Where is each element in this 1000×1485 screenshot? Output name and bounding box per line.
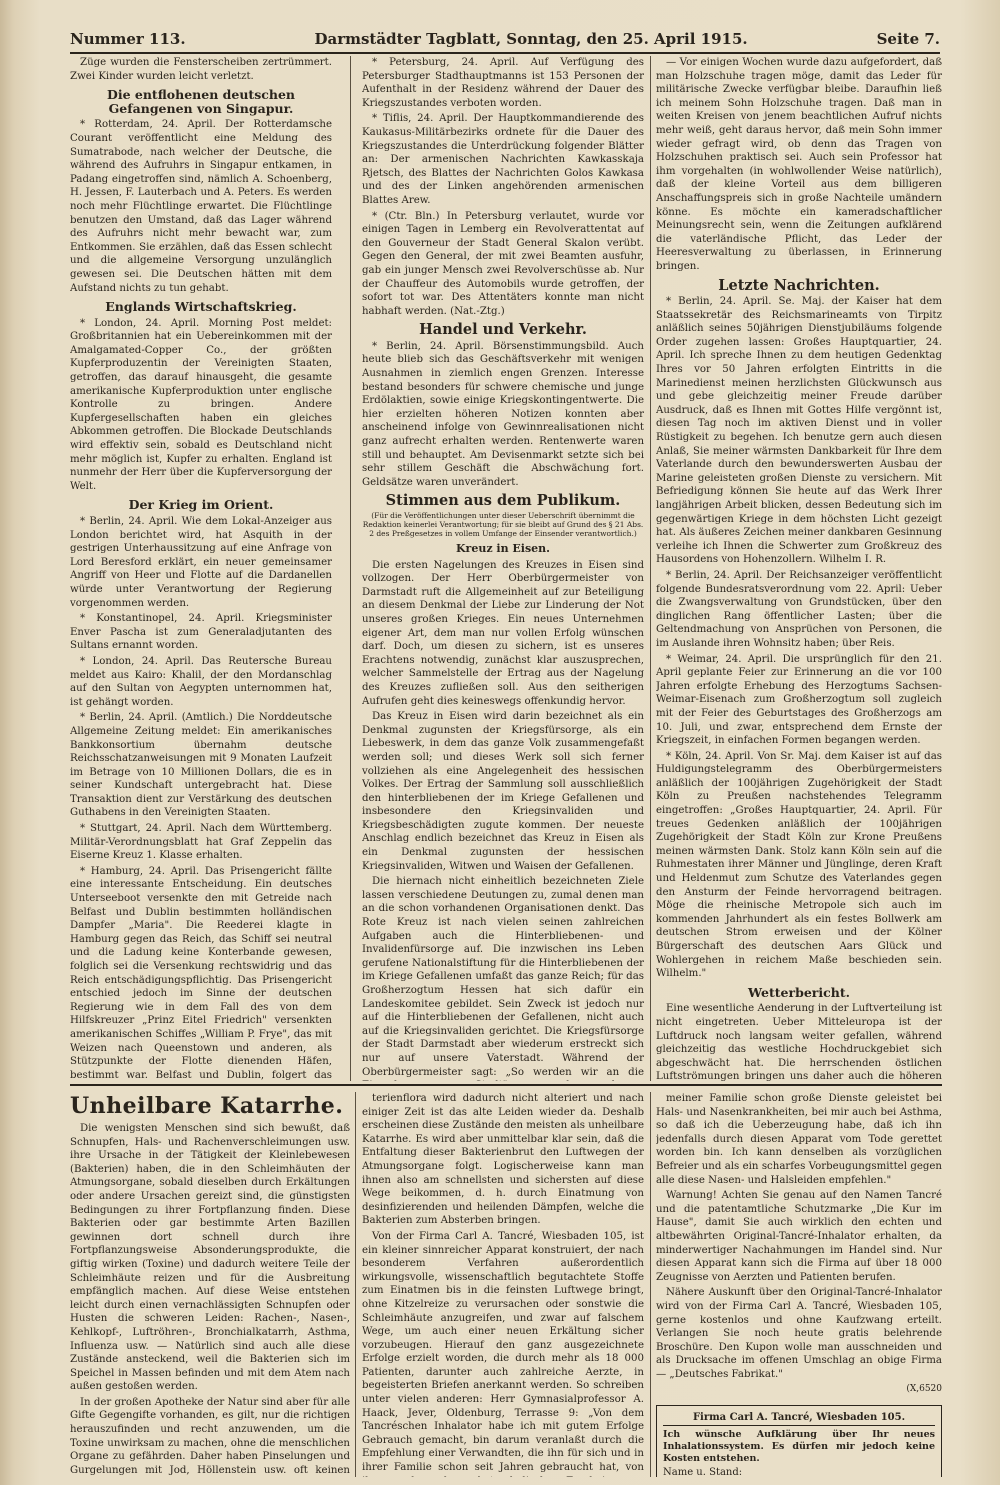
column-rule xyxy=(650,56,651,1081)
article-headline: Stimmen aus dem Publikum. xyxy=(385,492,621,510)
article-text: * London, 24. April. Das Reutersche Bureau meldet aus Kairo: Khalil, der den Mordanschlag auf den Sultan von Aegypten unternommen hat, ist gehängt worden. xyxy=(70,655,332,708)
disclaimer-note: (Für die Veröffentlichungen unter dieser Ueberschrift übernimmt die Redaktion keinerlei Verantwortung; für sie bleibt auf Grund des § 21 Abs. 2 des Preßgesetzes in vollem Umfange der Einsender verantwortlich.) xyxy=(362,511,644,538)
coupon-name-line xyxy=(663,1465,935,1477)
article-headline: Der Krieg im Orient. xyxy=(128,497,274,513)
article-text: Eine wesentliche Aenderung in der Luftverteilung ist nicht eingetreten. Ueber Mitteleuropa ist der Luftdruck noch langsam weiter gefallen, während gleichzeitig das westliche Hochdruckgebiet sich abgeschwächt hat. Die herrschenden östlichen Luftströmungen bringen uns daher auch die höheren xyxy=(656,1003,942,1081)
article-text: * Berlin, 24. April. Se. Maj. der Kaiser hat dem Staatssekretär des Reichsmarineamts von Tirpitz anläßlich seines 50jährigen Dienstjubiläums folgende Order zugehen lassen: Großes Hauptquartier, 24. April. Ich spreche Ihnen zu dem heutigen Gedenktag Ihres vor 50 Jahren erfolgten Eintritts in die Marinedienst meinen herzlichsten Glückwunsch aus und gebe gleichzeitig meiner Freude darüber Ausdruck, daß es Ihnen mit Gottes Hilfe vergönnt ist, diesen Tag noch im aktiven Dienst und in voller Rüstigkeit zu begehen. Ich benutze gern auch diesen Anlaß, Sie meiner wärmsten Dankbarkeit für Ihre dem Vaterlande durch den bewunderswerten Ausbau der Marine geleisteten großen Dienste zu versichern. Mit Befriedigung können Sie heute auf das Werk Ihrer langjährigen Arbeit blicken, dessen Bedeutung sich im gegenwärtigen Kriege in dem höchsten Licht gezeigt hat. Als äußeres Zeichen meiner dankbaren Gesinnung verleihe ich Ihnen die Schwerter zum Großkreuz des Hausordens von Hohenzollern. Wilhelm I. R. xyxy=(656,296,942,566)
column-rule xyxy=(350,56,351,1081)
column-rule xyxy=(650,1092,651,1477)
article-headline: Letzte Nachrichten. xyxy=(718,276,880,294)
ad-title: Unheilbare Katarrhe. xyxy=(70,1093,344,1119)
article-text: * Petersburg, 24. April. Auf Verfügung des Petersburger Stadthauptmanns ist 153 Personen der Aufenthalt in der Residenz während der Dauer des Kriegszustandes verboten worden. xyxy=(362,57,644,109)
ad-text: terienflora wird dadurch nicht alteriert und nach einiger Zeit ist das alte Leiden wieder da. Deshalb erscheinen diese Zustände den meisten als unheilbare Katarrhe. Es wird aber unmittelbar klar sein, daß die Entfaltung dieser Bakterienbrut den Luftwegen der Atmungsorgane folgt. Logischerweise kann man ihnen also am schnellsten und sichersten auf diese Wege beikommen, d. h. durch Einatmung von desinfizierenden und heilenden Dämpfen, welche die Bakterien zum Absterben bringen. xyxy=(362,1093,644,1227)
article-headline: Die entflohenen deutschen Gefangenen von Singapur. xyxy=(107,87,295,116)
ad-code: (X,6520 xyxy=(906,1384,942,1395)
ad-column-2 xyxy=(362,1092,644,1477)
ad-text: Nähere Auskunft über den Original-Tancré-Inhalator wird von der Firma Carl A. Tancré, Wiesbaden 105, gerne kostenlos und ohne Kaufzwang erteilt. Verlangen Sie noch heute gratis belehrende Broschüre. Den Kupon wolle man ausschneiden und als Drucksache im offenen Umschlag an obige Firma — „Deutsches Fabrikat." xyxy=(656,1287,942,1380)
article-text: * Berlin, 24. April. Börsenstimmungsbild. Auch heute blieb sich das Geschäftsverkehr mit wenigen Ausnahmen in ziemlich engen Grenzen. Interesse bestand besonders für schwere chemische und junge Erdölaktien, sowie einige Kriegskontingentwerte. Die hier erzielten höheren Notizen konnten aber anscheinend infolge von Gewinnrealisationen nicht ganz aufrecht erhalten werden. Rentenwerte waren still und behauptet. Am Devisenmarkt setzte sich bei sehr stillem Geschäft die Abschwächung fort. Geldsätze waren unverändert. xyxy=(362,340,644,488)
article-headline: Handel und Verkehr. xyxy=(419,321,587,339)
coupon-name-label: Name u. Stand: xyxy=(663,1467,743,1477)
column-2 xyxy=(362,56,644,1081)
article-text: * London, 24. April. Morning Post meldet: Großbritannien hat ein Uebereinkommen mit der Amalgamated-Copper Co., der größten Kupferproduzentin der Vereinigten Staaten, getroffen, das darauf hinausgeht, die gesamte amerikanische Kupferproduktion unter englische Kontrolle zu bringen. Andere Kupfergesellschaften haben ein gleiches Abkommen getroffen. Die Blockade Deutschlands wird effektiv sein, sobald es Deutschland nicht mehr möglich ist, Kupfer zu erhalten. England ist nunmehr der Herr über die Kupferversorgung der Welt. xyxy=(70,317,332,492)
coupon-form xyxy=(656,1405,942,1477)
article-text: * (Ctr. Bln.) In Petersburg verlautet, wurde vor einigen Tagen in Lemberg ein Revolverattentat auf den Gouverneur der Stadt General Skalon verübt. Gegen den General, der mit zwei Beamten ausfuhr, gab ein junger Mensch zwei Revolverschüsse ab. Nur der Chauffeur des Automobils wurde getroffen, der sofort tot war. Des Attentäters konnte man nicht habhaft werden. (Nat.-Ztg.) xyxy=(362,210,644,317)
article-text: * Konstantinopel, 24. April. Kriegsminister Enver Pascha ist zum Generaladjutanten des Sultans ernannt worden. xyxy=(70,613,332,652)
column-3 xyxy=(656,56,942,1081)
article-text: — Vor einigen Wochen wurde dazu aufgefordert, daß man Holzschuhe tragen möge, damit das Leder für militärische Zwecke verfügbar bleibe. Daraufhin ließ ich meinem Sohn Holzschuhe tragen. Daß man in weiten Kreisen von jenem beachtlichen Aufruf nichts mehr weiß, geht daraus hervor, daß mein Sohn immer wieder gefragt wird, ob denn das Tragen von Holzschuhen praktisch sei. Auch sein Professor hat ihm vorgehalten (in wohlwollender Weise natürlich), daß der kleine Vorteil aus dem billigeren Anschaffungspreis sich in große Nachteile umändern könne. Es möchte ein kameradschaftlicher Meinungsrecht sein, wenn die Zeitungen aufklärend die vaterländische Pflicht, das Leder der Heeresverwaltung zu überlassen, in Erinnerung bringen. xyxy=(656,57,942,272)
article-text: Züge wurden die Fensterscheiben zertrümmert. Zwei Kinder wurden leicht verletzt. xyxy=(70,57,332,82)
article-text: Die ersten Nagelungen des Kreuzes in Eisen sind vollzogen. Der Herr Oberbürgermeister von Darmstadt ruft die Allgemeinheit auf zur Beteiligung an diesem Denkmal der Liebe zur Linderung der Not unseres großen Krieges. Ein neues Unternehmen eigener Art, dem man nur vollen Erfolg wünschen darf. Doch, um diesen zu sichern, ist es unseres Erachtens notwendig, zunächst klar auszusprechen, welcher Sammelstelle der Ertrag aus der Nagelung des Kreuzes zufließen soll. Aus den seitherigen Aufrufen geht dies keineswegs offenkundig hervor. xyxy=(362,559,644,707)
ad-text: In der großen Apotheke der Natur sind aber für alle Gifte Gegengifte vorhanden, es gilt, nur die richtigen herauszufinden und recht anzuwenden, um die Toxine unwirksam zu machen, ohne die menschlichen Organe zu gefährden. Daher haben Pinselungen und Gurgelungen mit Jod, Höllenstein usw. oft keinen xyxy=(70,1396,350,1476)
coupon-title: Firma Carl A. Tancré, Wiesbaden 105. xyxy=(663,1410,935,1426)
article-text: * Tiflis, 24. April. Der Hauptkommandierende des Kaukasus-Militärbezirks ordnete für die Dauer des Kriegszustandes die Unterdrückung folgender Blätter an: Der armenischen Nachrichten Kawkasskaja Rjetsch, des Blattes der Nachrichten Golos Kawkasa und des der Linken angehörenden armenischen Blattes Arew. xyxy=(362,113,644,206)
coupon-text: Ich wünsche Aufklärung über Ihr neues Inhalationssystem. Es dürfen mir jedoch keine Kosten entstehen. xyxy=(663,1429,935,1465)
masthead-line: Darmstädter Tagblatt, Sonntag, den 25. April 1915. xyxy=(314,30,748,48)
ad-text: Von der Firma Carl A. Tancré, Wiesbaden 105, ist ein kleiner sinnreicher Apparat konstruiert, der nach besonderem Verfahren außerordentlich wirkungsvolle, wissenschaftlich begutachtete Stoffe zum Einatmen bis in die feinsten Luftwege bringt, ohne Kitzelreize zu verursachen oder sonstwie die Schleimhäute anzugreifen, und zwar auf falschem Wege, um auch einer neuen Erkältung sicher vorzubeugen. Hierauf den ganz ausgezeichnete Erfolge erzielt worden, die durch mehr als 18 000 Patienten, darunter auch zahlreiche Aerzte, in begeisterten Briefen anerkannt werden. So schreiben unter vielen anderen: Herr Gymnasialprofessor A. Haack, Jever, Oldenburg, Terrasse 9: „Von dem Tancréschen Inhalator habe ich mit gutem Erfolge Gebrauch gemacht, bin darum veranlaßt durch die Empfehlung einer Verwandten, die ihn für sich und in ihrer Familie schon seit Jahren gebraucht hat, von xyxy=(362,1230,644,1474)
article-text: * Berlin, 24. April. (Amtlich.) Die Norddeutsche Allgemeine Zeitung meldet: Ein amerikanisches Bankkonsortium übernahm deutsche Reichsschatzanweisungen mit 9 Monaten Laufzeit im Betrage von 10 Millionen Dollars, die es in seiner Kundschaft untergebracht hat. Diese Transaktion dient zur Verstärkung des deutschen Guthabens in den Vereinigten Staaten. xyxy=(70,712,332,819)
article-text: Das Kreuz in Eisen wird darin bezeichnet als ein Denkmal zugunsten der Kriegsfürsorge, als ein Liebeswerk, in dem das ganze Volk zusammengefaßt werden soll; und dieses Werk soll sich ferner vollziehen als eine Angelegenheit des hessischen Volkes. Der Ertrag der Sammlung soll ausschließlich den hinterbliebenen der im Kriege Gefallenen und insbesondere den Kriegsinvaliden und Kriegsbeschädigten zugute kommen. Der neueste Anschlag endlich bezeichnet das Kreuz in Eisen als ein Denkmal zugunsten der hessischen Kriegsinvaliden, Witwen und Waisen der Gefallenen. xyxy=(362,711,644,872)
article-text: * Köln, 24. April. Von Sr. Maj. dem Kaiser ist auf das Huldigungstelegramm des Oberbürgermeisters anläßlich der 100jährigen Zugehörigkeit der Stadt Köln zu Preußen nachstehendes Telegramm eingetroffen: „Großes Hauptquartier, 24. April. Für treues Gedenken anläßlich der 100jährigen Zugehörigkeit der Stadt Köln zur Krone Preußens meinen wärmsten Dank. Stolz kann Köln sein auf die Ruhmestaten ihrer Männer und Jünglinge, deren Kraft und Heldenmut zum Schutze des Vaterlandes gegen den Ansturm der Feinde hervorragend beitragen. Möge die rheinische Metropole sich auch im kommenden Jahrhundert als ein festes Bollwerk am deutschen Strom erweisen und der Kölner Bürgerschaft des deutschen Aars Glück und Wohlergehen in reichem Maße beschieden sein. Wilhelm." xyxy=(656,750,942,980)
article-headline: Wetterbericht. xyxy=(748,984,850,1000)
page-number: Seite 7. xyxy=(876,30,940,48)
article-subheadline: Kreuz in Eisen. xyxy=(455,542,550,555)
page-header xyxy=(70,30,940,54)
article-text: * Hamburg, 24. April. Das Prisengericht fällte eine interessante Entscheidung. Ein deutsches Unterseeboot versenkte den mit Getreide nach Belfast und Dublin bestimmten holländischen Dampfer „Maria". Die Reederei klagte in Hamburg gegen das Reich, das Schiff sei neutral und die Ladung keine Konterbande gewesen, folglich sei die Versenkung rechtswidrig und das Reich entschädigungspflichtig. Das Prisengericht entschied jedoch im Sinne der deutschen Regierung wie in dem Fall des von dem Hilfskreuzer „Prinz Eitel Friedrich" versenkten amerikanischen Schiffes „William P. Frye", das mit Weizen nach Queenstown und anderen, als Stützpunkte der Flotte dienenden Häfen, bestimmt war. Belfast und Dublin, folgert das xyxy=(70,865,332,1081)
ad-text: meiner Familie schon große Dienste geleistet bei Hals- und Nasenkrankheiten, bei mir auch bei Asthma, so daß ich die Ueberzeugung habe, daß ich ihn jedenfalls durch diesen Apparat vom Tode gerettet worden bin. Ich kann denselben als vorzüglichen Befreier und als ein scharfes Vorbeugungsmittel gegen alle diese Nasen- und Halsleiden empfehlen." xyxy=(656,1093,942,1186)
section-rule xyxy=(70,1084,942,1086)
ad-column-3 xyxy=(656,1092,942,1477)
article-text: * Berlin, 24. April. Der Reichsanzeiger veröffentlicht folgende Bundesratsverordnung vom 22. April: Ueber die Zwangsverwaltung von Grundstücken, über den dinglichen Rang öffentlicher Lasten; über die Geltendmachung von Ansprüchen von Personen, die im Auslande ihren Wohnsitz haben; über Reis. xyxy=(656,569,942,649)
article-text: * Weimar, 24. April. Die ursprünglich für den 21. April geplante Feier zur Erinnerung an die vor 100 Jahren erfolgte Erhebung des Herzogtums Sachsen-Weimar-Eisenach zum Großherzogtum soll zugleich mit der Feier des Geburtstages des Großherzogs am 10. Juli, und zwar, entsprechend dem Ernste der Kriegszeit, in einfachen Formen begangen werden. xyxy=(656,653,942,747)
issue-number: Nummer 113. xyxy=(70,30,186,48)
column-rule xyxy=(355,1092,356,1477)
article-text: * Rotterdam, 24. April. Der Rotterdamsche Courant veröffentlicht eine Meldung des Sumatrabode, nach welcher der Deutsche, die während des Aufruhrs in Singapur entkamen, in Padang eingetroffen sind, nämlich A. Schoenberg, H. Jessen, F. Lauterbach und A. Peters. Es werden noch mehr Flüchtlinge erwartet. Die Flüchtlinge benutzen den Umstand, daß das Lager während des Aufruhrs nicht mehr bewacht war, zum Entkommen. Sie erzählen, daß das Essen schlecht und die allgemeine Versorgung unzulänglich gewesen sei. Die Deutschen hätten mit dem Aufstand nichts zu tun gehabt. xyxy=(70,119,332,294)
article-headline: Englands Wirtschaftskrieg. xyxy=(105,299,297,315)
column-1 xyxy=(70,56,332,1081)
ad-text: Die wenigsten Menschen sind sich bewußt, daß Schnupfen, Hals- und Rachenverschleimungen usw. ihre Ursache in der Tätigkeit der Kleinlebewesen (Bakterien) haben, die in den Schleimhäuten der Atmungsorgane, sobald dieselben durch Erkältungen oder andere Ursachen gereizt sind, die günstigsten Bedingungen zu ihrer Fortpflanzung finden. Diese Bakterien oder gar bestimmte Arten Bazillen gewinnen dort schnell durch ihre Fortpflanzungsweise Absonderungsprodukte, die giftig wirken (Toxine) und dadurch weitere Teile der Schleimhäute reizen und für die Ausbreitung empfänglich machen. Auf diese Weise entstehen leicht durch einen vernachlässigten Schnupfen oder Husten die schweren Leiden: Rachen-, Nasen-, Kehlkopf-, Luftröhren-, Bronchialkatarrh, Asthma, Influenza usw. — Natürlich sind auch alle diese Zustände ansteckend, weil die Bakterien sich im Speichel in Massen befinden und mit dem Atem nach außen gestoßen werden. xyxy=(70,1123,350,1393)
article-text: * Berlin, 24. April. Wie dem Lokal-Anzeiger aus London berichtet wird, hat Asquith in der gestrigen Unterhaussitzung auf eine Anfrage von Lord Beresford erklärt, ein neuer gemeinsamer Angriff von Heer und Flotte auf die Dardanellen würde unter Verantwortung der Regierung vorgenommen werden. xyxy=(70,516,332,609)
ad-column-1 xyxy=(70,1092,350,1477)
article-text: Die hiernach nicht einheitlich bezeichneten Ziele lassen verschiedene Deutungen zu, zumal denen man an die schon vorhandenen Organisationen denkt. Das Rote Kreuz ist nach vielen seinen zahlreichen Aufgaben auch die Hinterbliebenen- und Invalidenfürsorge auf. Die inzwischen ins Leben gerufene Nationalstiftung für die Hinterbliebenen der im Kriege Gefallenen umfaßt das ganze Reich; für das Großherzogtum Hessen hat sich dafür ein Landeskomitee gebildet. Sein Zweck ist jedoch nur auf die Hinterbliebenen der Gefallenen, nicht auch auf die Kriegsinvaliden gerichtet. Die Kriegsfürsorge der Stadt Darmstadt aber wiederum erstreckt sich nur auf unsere Vaterstadt. Während der Oberbürgermeister sagt: „So werden wir an die xyxy=(362,876,644,1078)
article-text: * Stuttgart, 24. April. Nach dem Württemberg. Militär-Verordnungsblatt hat Graf Zeppelin das Eiserne Kreuz 1. Klasse erhalten. xyxy=(70,823,332,862)
ad-text: Warnung! Achten Sie genau auf den Namen Tancré und die patentamtliche Schutzmarke „Die Kur im Hause", damit Sie auch wirklich den echten und altbewährten Original-Tancré-Inhalator erhalten, da minderwertiger Nachahmungen im Handel sind. Nur diesen Apparat kann sich die Firma auf über 18 000 Zeugnisse von Aerzten und Patienten berufen. xyxy=(656,1190,942,1283)
